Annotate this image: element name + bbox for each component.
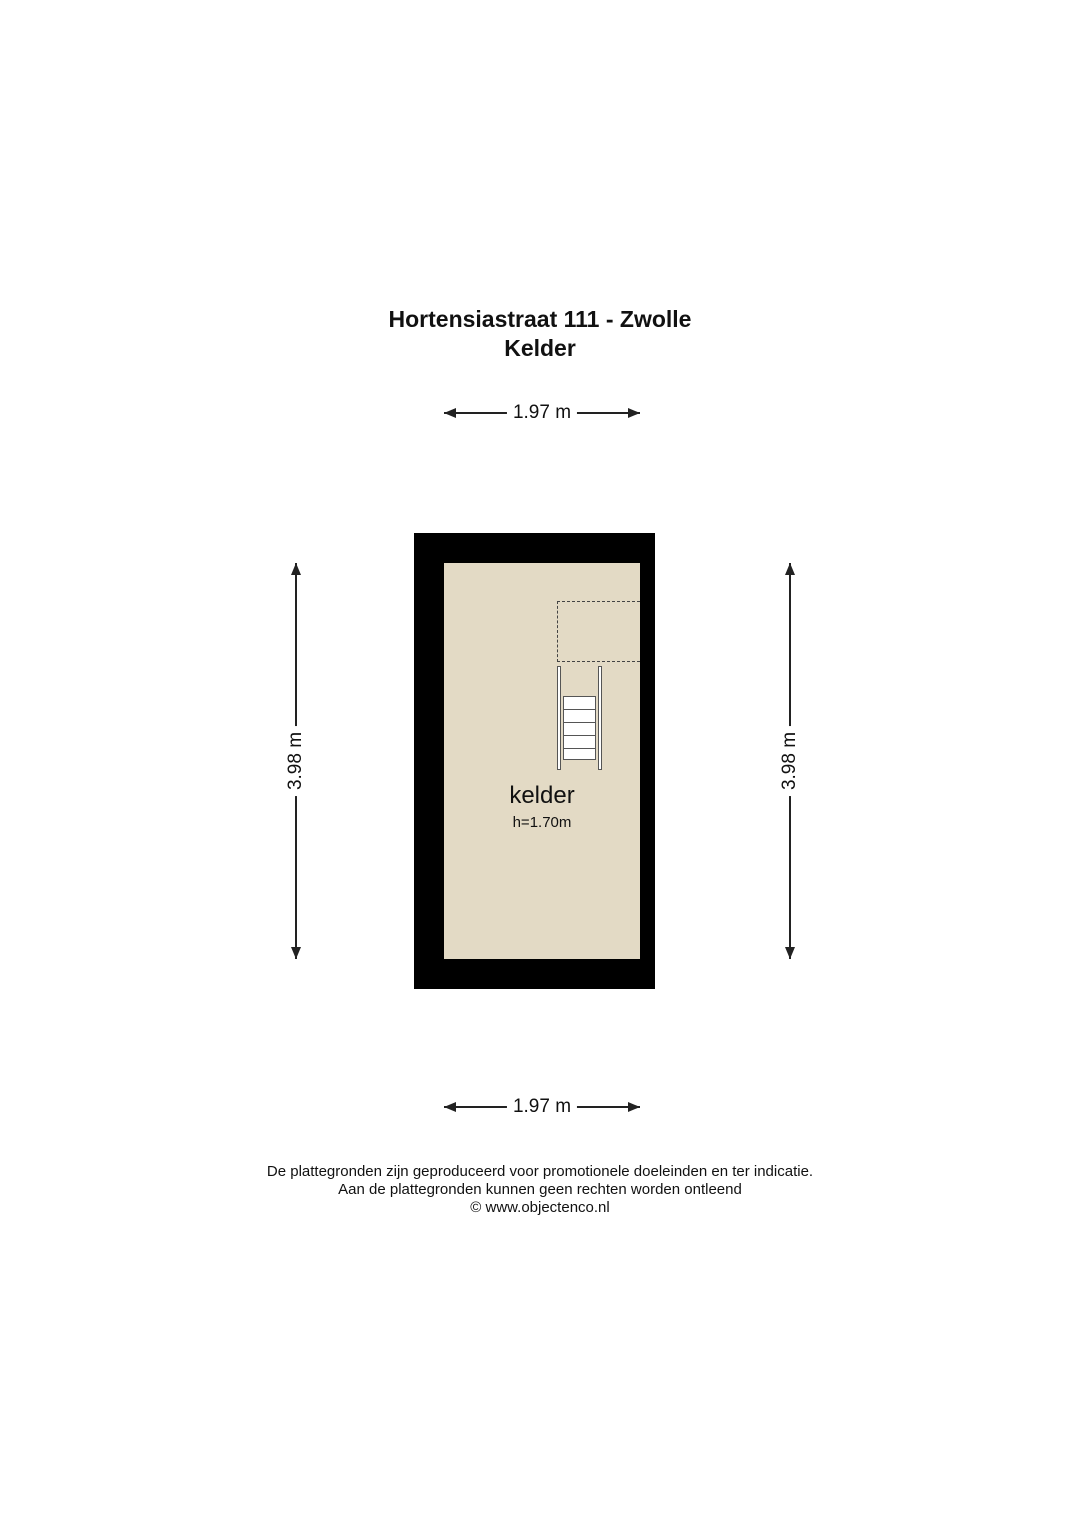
arrow-down-icon	[785, 947, 795, 959]
room-kelder	[444, 563, 640, 959]
hatch-opening-outline	[557, 601, 640, 662]
arrow-right-icon	[628, 1102, 640, 1112]
disclaimer-line-2: Aan de plattegronden kunnen geen rechten worden ontleend	[338, 1181, 742, 1198]
floorplan-address-title: Hortensiastraat 111 - Zwolle	[388, 306, 692, 332]
arrow-up-icon	[785, 563, 795, 575]
left-height-label: 3.98 m	[284, 726, 308, 796]
bottom-width-dimension	[444, 1095, 640, 1119]
arrow-left-icon	[444, 1102, 456, 1112]
stair-tread	[564, 722, 595, 723]
arrow-down-icon	[291, 947, 301, 959]
right-height-dimension	[778, 563, 802, 959]
stair-tread	[564, 735, 595, 736]
copyright-line: © www.objectenco.nl	[470, 1199, 610, 1216]
arrow-up-icon	[291, 563, 301, 575]
stair-tread	[564, 709, 595, 710]
room-height-label: h=1.70m	[512, 814, 572, 831]
top-width-label: 1.97 m	[507, 401, 577, 425]
arrow-right-icon	[628, 408, 640, 418]
floorplan-floor-title: Kelder	[504, 335, 576, 361]
right-height-label: 3.98 m	[778, 726, 802, 796]
disclaimer-line-1: De plattegronden zijn geproduceerd voor promotionele doeleinden en ter indicatie.	[266, 1163, 814, 1180]
arrow-left-icon	[444, 408, 456, 418]
stair-tread	[564, 748, 595, 749]
left-height-dimension	[284, 563, 308, 959]
stair-ladder	[557, 666, 602, 770]
stair-treads	[563, 696, 596, 760]
bottom-width-label: 1.97 m	[507, 1095, 577, 1119]
stair-rail-right	[598, 666, 602, 770]
top-width-dimension	[444, 401, 640, 425]
stair-rail-left	[557, 666, 561, 770]
room-name-label: kelder	[509, 782, 575, 809]
